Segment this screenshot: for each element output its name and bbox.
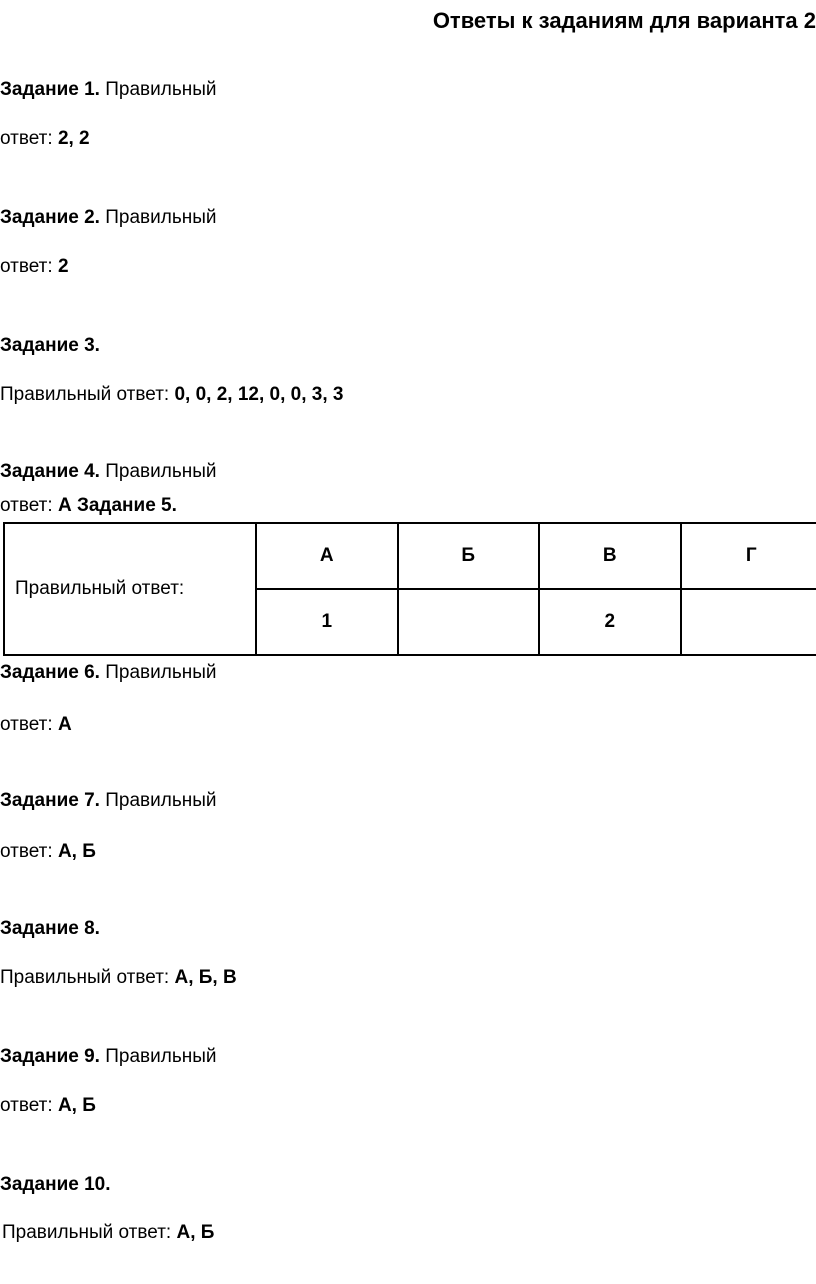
task-2-answer: ответ: 2 — [0, 256, 69, 277]
table-value-cell — [398, 589, 540, 655]
task-1-heading: Задание 1. Правильный — [0, 79, 217, 100]
task-5-heading: Задание 5. — [76, 495, 177, 516]
task-8-answer: Правильный ответ: А, Б, В — [0, 967, 237, 988]
table-value-cell — [681, 589, 816, 655]
task-7-answer: ответ: А, Б — [0, 841, 96, 862]
task-9-heading: Задание 9. Правильный — [0, 1046, 217, 1067]
task-5-answer-table — [3, 522, 816, 656]
task-10-answer: Правильный ответ: А, Б — [2, 1222, 215, 1243]
task-9-answer: ответ: А, Б — [0, 1095, 96, 1116]
task-1-answer: ответ: 2, 2 — [0, 128, 90, 149]
document-title: Ответы к заданиям для варианта 2 — [432, 8, 816, 33]
table-header-cell: В — [539, 523, 681, 589]
task-8-heading: Задание 8. — [0, 918, 100, 939]
task-3-answer: Правильный ответ: 0, 0, 2, 12, 0, 0, 3, 3 — [0, 384, 344, 405]
task-3-heading: Задание 3. — [0, 335, 100, 356]
table-header-cell: Г — [681, 523, 816, 589]
table-value-cell: 2 — [539, 589, 681, 655]
table-value-cell: 1 — [256, 589, 398, 655]
task-6-answer: ответ: А — [0, 714, 72, 735]
task-4-heading: Задание 4. Правильный — [0, 461, 217, 482]
task-2-heading: Задание 2. Правильный — [0, 207, 217, 228]
table-header-cell: А — [256, 523, 398, 589]
task-4-answer: ответ: А Задание 5. — [0, 495, 177, 516]
table-row-label: Правильный ответ: — [4, 523, 256, 655]
table-header-cell: Б — [398, 523, 540, 589]
task-6-heading: Задание 6. Правильный — [0, 662, 217, 683]
task-7-heading: Задание 7. Правильный — [0, 790, 217, 811]
table-row — [4, 523, 816, 589]
task-10-heading: Задание 10. — [0, 1174, 111, 1195]
